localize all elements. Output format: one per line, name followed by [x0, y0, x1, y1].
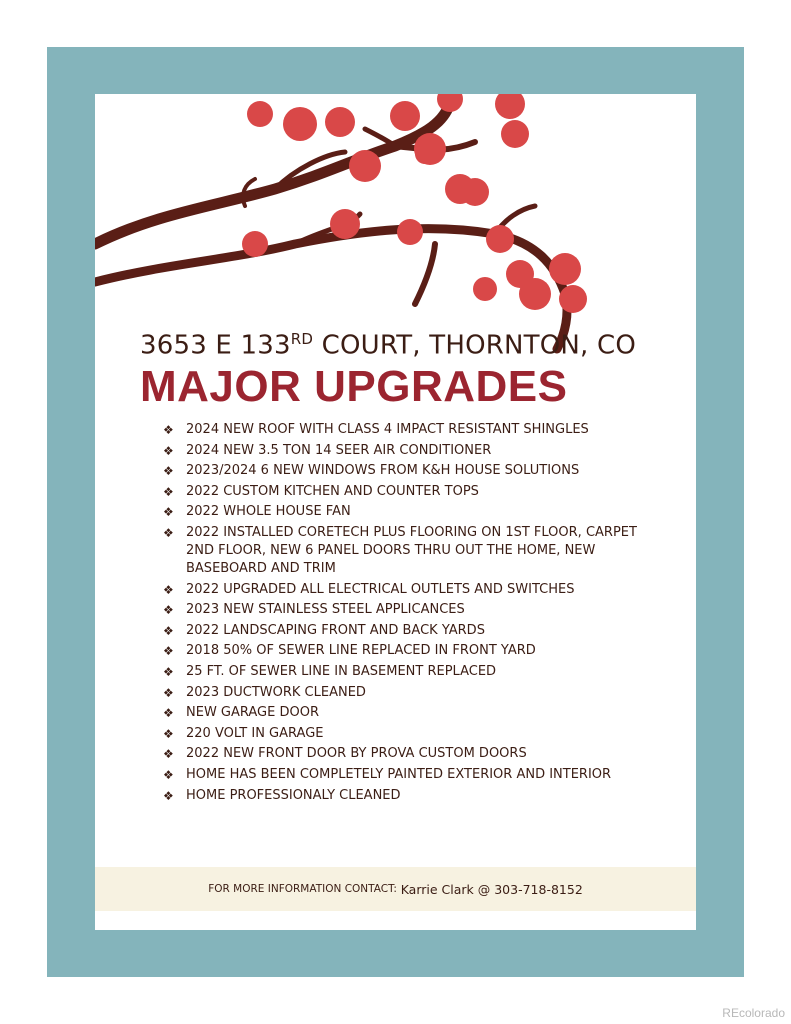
upgrade-text: 2022 WHOLE HOUSE FAN: [186, 504, 351, 520]
contact-footer: [95, 867, 696, 911]
list-item: [163, 766, 663, 784]
diamond-bullet-icon: ❖: [163, 788, 174, 803]
list-item: [163, 483, 663, 501]
upgrade-text: 220 VOLT IN GARAGE: [186, 725, 324, 741]
diamond-bullet-icon: ❖: [163, 726, 174, 741]
diamond-bullet-icon: ❖: [163, 644, 174, 659]
diamond-bullet-icon: ❖: [163, 484, 174, 499]
upgrade-text: 2018 50% OF SEWER LINE REPLACED IN FRONT YARD: [186, 643, 536, 659]
list-item: [163, 503, 663, 521]
upgrade-text: HOME HAS BEEN COMPLETELY PAINTED EXTERIOR AND INTERIOR: [186, 766, 612, 782]
diamond-bullet-icon: ❖: [163, 767, 174, 782]
contact-lead: FOR MORE INFORMATION CONTACT:: [208, 883, 397, 895]
list-item: [163, 581, 663, 599]
diamond-bullet-icon: ❖: [163, 685, 174, 700]
upgrade-text: 2022 INSTALLED CORETECH PLUS FLOORING ON 1ST FLOOR, CARPET 2ND FLOOR, NEW 6 PANEL DOORS THRU OUT THE HOME, NEW BASEBOARD AND TRIM: [186, 524, 637, 576]
page-title: MAJOR UPGRADES: [140, 362, 568, 411]
contact-details: Karrie Clark @ 303-718-8152: [400, 881, 583, 897]
cherry-blossom-branch-illustration: [95, 94, 696, 354]
diamond-bullet-icon: ❖: [163, 706, 174, 721]
list-item: [163, 787, 663, 805]
diamond-bullet-icon: ❖: [163, 423, 174, 437]
list-item: [163, 442, 663, 460]
list-item: [163, 642, 663, 660]
upgrade-text: NEW GARAGE DOOR: [186, 705, 319, 721]
diamond-bullet-icon: ❖: [163, 582, 174, 597]
upgrade-text: HOME PROFESSIONALY CLEANED: [186, 787, 401, 803]
upgrade-text: 2022 LANDSCAPING FRONT AND BACK YARDS: [186, 622, 485, 638]
diamond-bullet-icon: ❖: [163, 505, 174, 520]
list-item: [163, 663, 663, 681]
upgrades-list: [163, 421, 663, 807]
upgrade-text: 2024 NEW 3.5 TON 14 SEER AIR CONDITIONER: [186, 442, 492, 458]
upgrade-text: 2022 NEW FRONT DOOR BY PROVA CUSTOM DOORS: [186, 746, 527, 762]
list-item: [163, 684, 663, 702]
upgrade-text: 2023 DUCTWORK CLEANED: [186, 684, 366, 700]
diamond-bullet-icon: ❖: [163, 747, 174, 762]
diamond-bullet-icon: ❖: [163, 623, 174, 638]
upgrade-text: 2022 CUSTOM KITCHEN AND COUNTER TOPS: [186, 483, 479, 499]
diamond-bullet-icon: ❖: [163, 603, 174, 618]
list-item: [163, 601, 663, 619]
upgrade-text: 25 FT. OF SEWER LINE IN BASEMENT REPLACED: [186, 663, 497, 679]
upgrade-text: 2023 NEW STAINLESS STEEL APPLICANCES: [186, 602, 465, 618]
diamond-bullet-icon: ❖: [163, 525, 174, 540]
flyer-card: [95, 94, 696, 930]
list-item: [163, 524, 663, 578]
property-address: 3653 E 133RD COURT, THORNTON, CO: [140, 330, 636, 361]
list-item: [163, 421, 663, 439]
diamond-bullet-icon: ❖: [163, 443, 174, 458]
recolorado-watermark: REcolorado: [722, 1006, 785, 1020]
diamond-bullet-icon: ❖: [163, 664, 174, 679]
upgrade-text: 2022 UPGRADED ALL ELECTRICAL OUTLETS AND SWITCHES: [186, 581, 575, 597]
list-item: [163, 745, 663, 763]
upgrade-text: 2023/2024 6 NEW WINDOWS FROM K&H HOUSE SOLUTIONS: [186, 463, 580, 479]
list-item: [163, 622, 663, 640]
upgrade-text: 2024 NEW ROOF WITH CLASS 4 IMPACT RESISTANT SHINGLES: [186, 422, 589, 437]
diamond-bullet-icon: ❖: [163, 464, 174, 479]
list-item: [163, 704, 663, 722]
list-item: [163, 462, 663, 480]
list-item: [163, 725, 663, 743]
